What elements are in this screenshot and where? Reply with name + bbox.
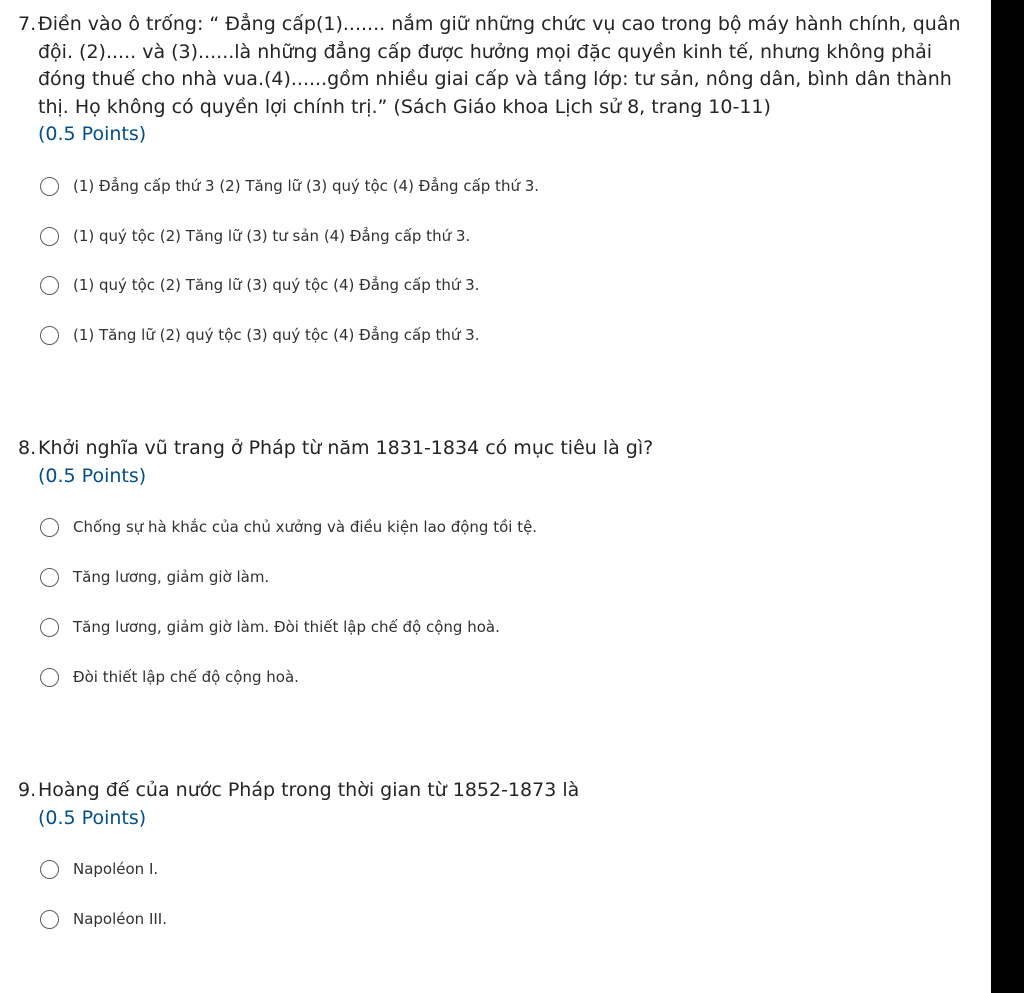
option-radio[interactable] (40, 174, 539, 198)
question-title (18, 11, 978, 121)
question-text: Khởi nghĩa vũ trang ở Pháp từ năm 1831-1834 có mục tiêu là gì? (38, 437, 654, 459)
option-radio[interactable] (40, 515, 537, 539)
radio-circle-icon[interactable] (40, 568, 59, 587)
question-title (18, 777, 978, 805)
option-radio[interactable] (40, 665, 299, 689)
option-label: Tăng lương, giảm giờ làm. (73, 568, 270, 586)
option-radio[interactable] (40, 565, 269, 589)
option-label: Đòi thiết lập chế độ cộng hoà. (73, 668, 299, 686)
window-edge-bar (991, 0, 1024, 993)
question-9 (18, 777, 978, 832)
question-7 (18, 11, 978, 149)
radio-circle-icon[interactable] (40, 860, 59, 879)
option-label: (1) quý tộc (2) Tăng lữ (3) quý tộc (4) Đẳng cấp thứ 3. (73, 276, 480, 294)
option-label: (1) Tăng lữ (2) quý tộc (3) quý tộc (4) Đẳng cấp thứ 3. (73, 326, 480, 344)
question-title (18, 435, 978, 463)
question-text: Hoàng đế của nước Pháp trong thời gian từ 1852-1873 là (38, 779, 580, 801)
option-radio[interactable] (40, 857, 158, 881)
option-label: Chống sự hà khắc của chủ xưởng và điều kiện lao động tồi tệ. (73, 518, 538, 536)
option-radio[interactable] (40, 907, 167, 931)
option-label: Napoléon III. (73, 910, 167, 928)
option-radio[interactable] (40, 323, 479, 347)
option-label: Napoléon I. (73, 860, 159, 878)
option-radio[interactable] (40, 615, 500, 639)
radio-circle-icon[interactable] (40, 518, 59, 537)
question-points: (0.5 Points) (38, 123, 147, 145)
radio-circle-icon[interactable] (40, 668, 59, 687)
radio-circle-icon[interactable] (40, 326, 59, 345)
question-number: 8. (18, 437, 37, 459)
radio-circle-icon[interactable] (40, 910, 59, 929)
radio-circle-icon[interactable] (40, 227, 59, 246)
option-radio[interactable] (40, 273, 479, 297)
question-points: (0.5 Points) (38, 806, 147, 829)
question-number: 9. (18, 779, 37, 801)
radio-circle-icon[interactable] (40, 276, 59, 295)
question-number: 7. (18, 13, 37, 35)
question-points: (0.5 Points) (38, 464, 147, 487)
option-label: (1) Đẳng cấp thứ 3 (2) Tăng lữ (3) quý tộc (4) Đẳng cấp thứ 3. (73, 177, 540, 195)
radio-circle-icon[interactable] (40, 618, 59, 637)
radio-circle-icon[interactable] (40, 177, 59, 196)
option-label: (1) quý tộc (2) Tăng lữ (3) tư sản (4) Đẳng cấp thứ 3. (73, 227, 471, 245)
option-label: Tăng lương, giảm giờ làm. Đòi thiết lập chế độ cộng hoà. (73, 618, 500, 636)
question-text: Điền vào ô trống: “ Đẳng cấp(1)....... nắm giữ những chức vụ cao trong bộ máy hành chính, quân đội. (2)..... và (3)......là những đẳng cấp được hưởng mọi đặc quyền kinh tế, nhưng không phải đóng thuế cho nhà vua.(4)......gồm nhiều giai cấp và tầng lớp: tư sản, nông dân, bình dân thành thị. Họ không có quyền lợi chính trị.” (Sách Giáo khoa Lịch sử 8, trang 10-11) (38, 13, 961, 118)
option-radio[interactable] (40, 224, 470, 248)
question-8 (18, 435, 978, 490)
